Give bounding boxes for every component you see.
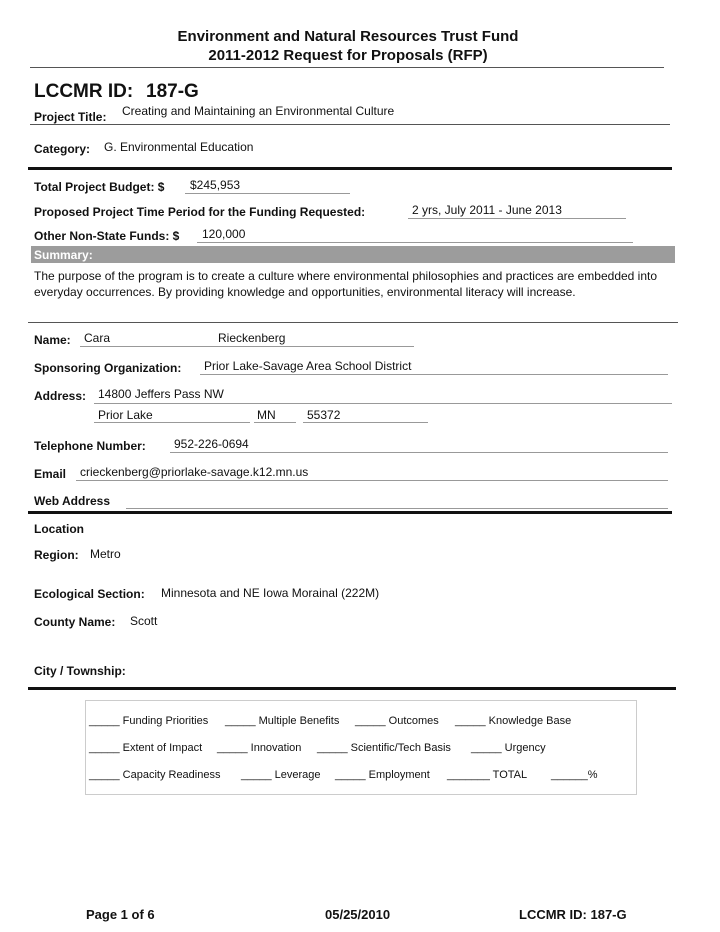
divider-3	[28, 322, 678, 323]
city-value: Prior Lake	[98, 408, 153, 422]
score-percent: ______%	[551, 769, 598, 781]
lccmr-id-value: 187-G	[146, 81, 199, 102]
location-heading: Location	[34, 522, 84, 536]
time-period-underline	[408, 217, 626, 219]
county-label: County Name:	[34, 615, 116, 629]
footer-lccmr-id: LCCMR ID: 187-G	[519, 907, 627, 922]
phone-underline	[170, 451, 668, 453]
street-value: 14800 Jeffers Pass NW	[98, 387, 224, 401]
name-underline	[80, 345, 414, 347]
region-value: Metro	[90, 547, 121, 561]
city-township-label: City / Township:	[34, 664, 126, 678]
non-state-funds-value: 120,000	[202, 227, 246, 241]
state-value: MN	[257, 408, 276, 422]
email-value: crieckenberg@priorlake-savage.k12.mn.us	[80, 465, 309, 479]
footer-page-number: Page 1 of 6	[86, 907, 155, 922]
time-period-value: 2 yrs, July 2011 - June 2013	[412, 203, 562, 217]
score-scientific-tech-basis: _____ Scientific/Tech Basis	[317, 742, 451, 754]
header-divider	[30, 67, 664, 68]
form-header-line2: 2011-2012 Request for Proposals (RFP)	[208, 47, 488, 64]
project-title-label: Project Title:	[34, 110, 107, 124]
non-state-funds-underline	[197, 241, 633, 243]
state-underline	[254, 421, 296, 423]
city-underline	[94, 421, 250, 423]
time-period-label: Proposed Project Time Period for the Funding Requested:	[34, 205, 366, 219]
summary-bar	[31, 246, 675, 263]
score-outcomes: _____ Outcomes	[355, 715, 439, 727]
category-label: Category:	[34, 142, 91, 156]
name-label: Name:	[34, 333, 71, 347]
email-underline	[76, 479, 668, 481]
score-knowledge-base: _____ Knowledge Base	[455, 715, 572, 727]
phone-label: Telephone Number:	[34, 439, 146, 453]
eco-section-value: Minnesota and NE Iowa Morainal (222M)	[161, 586, 380, 600]
summary-label: Summary:	[34, 248, 93, 262]
footer-date: 05/25/2010	[325, 907, 391, 922]
zip-underline	[303, 421, 428, 423]
non-state-funds-label: Other Non-State Funds: $	[34, 229, 180, 243]
score-urgency: _____ Urgency	[471, 742, 546, 754]
summary-text: The purpose of the program is to create a culture where environmental philosophies and practices are embedded into everyday occurrences. By providing knowledge and opportunities, environmental literacy will increase.	[34, 269, 658, 299]
eco-section-label: Ecological Section:	[34, 587, 145, 601]
form-header-line1: Environment and Natural Resources Trust Fund	[177, 28, 519, 45]
zip-value: 55372	[307, 408, 341, 422]
project-title-value: Creating and Maintaining an Environmental Culture	[122, 104, 395, 118]
budget-label: Total Project Budget: $	[34, 180, 165, 194]
sponsor-org-label: Sponsoring Organization:	[34, 361, 182, 375]
divider-2	[28, 167, 672, 170]
score-employment: _____ Employment	[335, 769, 430, 781]
category-value: G. Environmental Education	[104, 140, 254, 154]
first-name-value: Cara	[84, 331, 111, 345]
budget-value: $245,953	[190, 178, 241, 192]
divider-1	[30, 124, 670, 125]
email-label: Email	[34, 467, 67, 481]
county-value: Scott	[130, 614, 158, 628]
scoring-box	[85, 700, 637, 795]
web-address-label: Web Address	[34, 494, 111, 508]
region-label: Region:	[34, 548, 79, 562]
last-name-value: Rieckenberg	[218, 331, 286, 345]
score-capacity-readiness: _____ Capacity Readiness	[89, 769, 221, 781]
sponsor-org-value: Prior Lake-Savage Area School District	[204, 359, 412, 373]
street-underline	[94, 402, 672, 404]
divider-4	[28, 511, 672, 514]
lccmr-id-label: LCCMR ID:	[34, 81, 134, 102]
divider-5	[28, 687, 676, 690]
phone-value: 952-226-0694	[174, 437, 249, 451]
score-total: _______ TOTAL	[447, 769, 528, 781]
score-extent-of-impact: _____ Extent of Impact	[89, 742, 203, 754]
score-multiple-benefits: _____ Multiple Benefits	[225, 715, 340, 727]
score-innovation: _____ Innovation	[217, 742, 302, 754]
score-leverage: _____ Leverage	[241, 769, 321, 781]
address-label: Address:	[34, 389, 87, 403]
score-funding-priorities: _____ Funding Priorities	[89, 715, 209, 727]
sponsor-org-underline	[200, 373, 668, 375]
budget-underline	[185, 192, 350, 194]
web-address-underline	[126, 507, 668, 509]
